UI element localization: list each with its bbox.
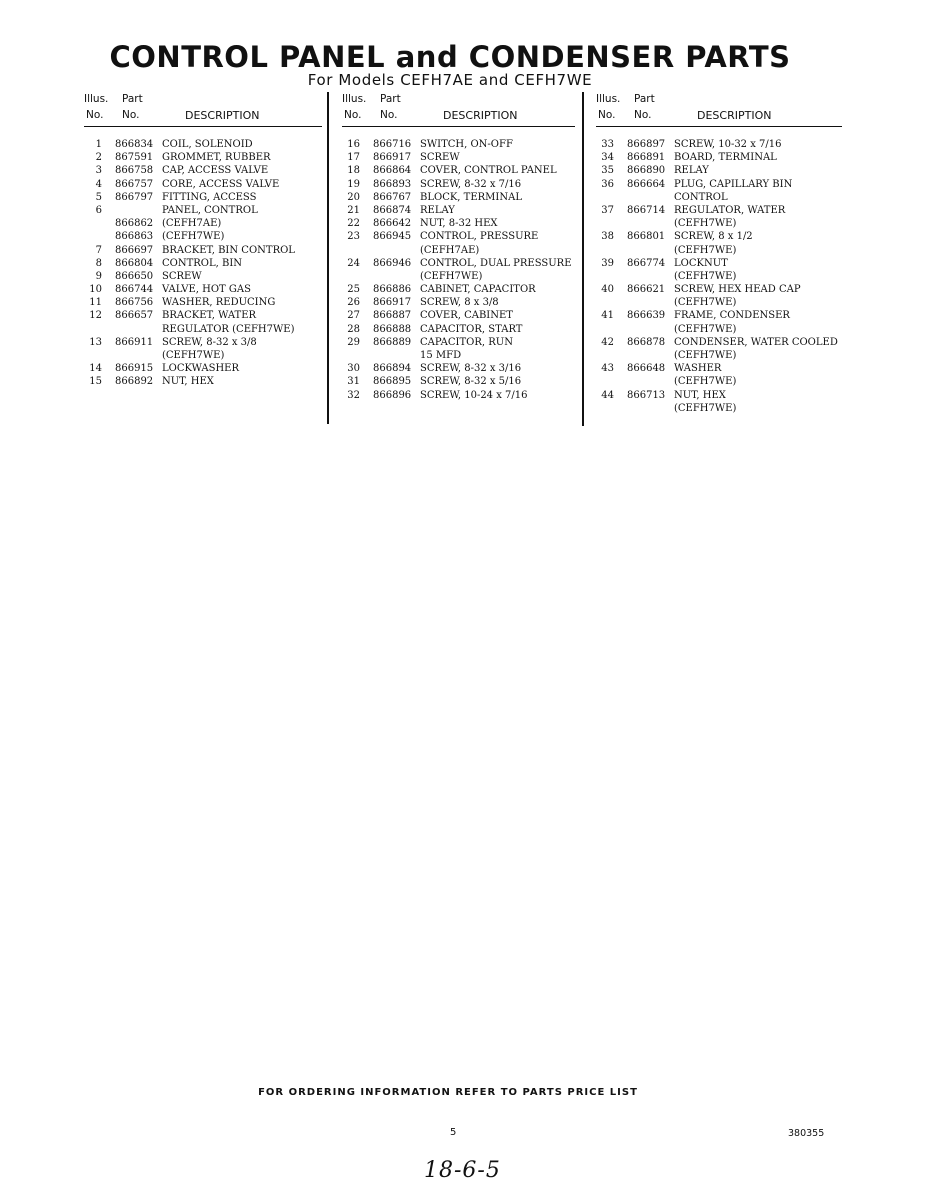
part-description: BRACKET, WATER [162, 310, 257, 322]
part-description: RELAY [674, 165, 709, 177]
part-row [84, 323, 322, 336]
illus-number: 25 [347, 284, 360, 296]
part-description: CONTROL, PRESSURE [420, 231, 539, 243]
part-description: SCREW, 10-24 x 7/16 [420, 389, 528, 401]
part-number: 866650 [115, 270, 154, 282]
part-description: NUT, HEX [674, 389, 726, 401]
part-description: (CEFH7WE) [674, 376, 737, 388]
parts-column-1 [84, 92, 322, 389]
header-illus-no: No. [86, 109, 104, 121]
part-row [342, 138, 575, 151]
part-description: SCREW, 8-32 x 3/8 [162, 336, 257, 348]
part-number: 866917 [373, 297, 412, 309]
illus-number: 31 [347, 376, 360, 388]
part-description: CAPACITOR, RUN [420, 336, 513, 348]
illus-number: 14 [89, 363, 102, 375]
part-description: SCREW, 8-32 x 5/16 [420, 376, 522, 388]
part-row [84, 375, 322, 388]
header-illus: Illus. [596, 93, 621, 105]
illus-number: 16 [347, 139, 360, 150]
part-number: 866890 [627, 165, 666, 177]
part-description: (CEFH7WE) [674, 350, 737, 361]
part-number: 866917 [373, 152, 412, 164]
part-number: 866713 [627, 389, 666, 401]
illus-number: 19 [347, 178, 360, 190]
part-description: CABINET, CAPACITOR [420, 284, 536, 296]
illus-number: 37 [601, 204, 614, 216]
part-description: CAPACITOR, START [420, 323, 523, 335]
part-description: LOCKNUT [674, 257, 728, 269]
part-number: 866757 [115, 178, 154, 190]
part-row [342, 178, 575, 191]
part-row [342, 270, 575, 283]
part-description: SCREW, 8 x 3/8 [420, 297, 499, 309]
part-description: SWITCH, ON-OFF [420, 139, 513, 150]
part-number: 866664 [627, 178, 666, 190]
part-row [342, 336, 575, 349]
part-row [84, 309, 322, 322]
part-description: (CEFH7AE) [162, 218, 222, 230]
part-description: SCREW, 10-32 x 7/16 [674, 139, 782, 150]
part-number: 866864 [373, 165, 412, 177]
part-number: 866758 [115, 165, 154, 177]
part-number: 866697 [115, 244, 154, 256]
part-description: SCREW [162, 270, 202, 282]
illus-number: 6 [95, 204, 102, 216]
part-description: FRAME, CONDENSER [674, 310, 790, 322]
part-row [84, 230, 322, 243]
handwritten-note: 18-6-5 [424, 1158, 501, 1183]
part-description: (CEFH7WE) [420, 270, 483, 282]
part-number: 866834 [115, 139, 154, 150]
header-illus: Illus. [342, 93, 367, 105]
part-description: FITTING, ACCESS [162, 191, 257, 203]
part-description: (CEFH7WE) [674, 323, 737, 335]
column-header [342, 92, 575, 128]
part-number: 866797 [115, 191, 154, 203]
part-description: SCREW, HEX HEAD CAP [674, 284, 801, 296]
illus-number: 9 [95, 270, 102, 282]
illus-number: 38 [601, 231, 614, 243]
part-description: CONTROL [674, 191, 728, 203]
column-divider [327, 92, 329, 424]
part-description: REGULATOR, WATER [674, 204, 786, 216]
part-description: CONDENSER, WATER COOLED [674, 336, 838, 348]
part-description: (CEFH7AE) [420, 244, 480, 256]
header-part-no: No. [634, 109, 652, 121]
column-divider [582, 92, 584, 426]
part-number: 866863 [115, 231, 154, 243]
part-row [342, 257, 575, 270]
part-number: 866862 [115, 218, 154, 230]
part-row [84, 283, 322, 296]
part-row [596, 349, 842, 362]
part-number: 866767 [373, 191, 412, 203]
part-row [84, 244, 322, 257]
part-description: PANEL, CONTROL [162, 204, 258, 216]
part-number: 866888 [373, 323, 412, 335]
part-row [596, 296, 842, 309]
illus-number: 3 [95, 165, 102, 177]
part-description: SCREW [420, 152, 460, 164]
header-rule [342, 126, 575, 127]
illus-number: 43 [601, 363, 614, 375]
part-row [596, 257, 842, 270]
part-row [596, 375, 842, 388]
header-part: Part [122, 93, 143, 105]
part-row [596, 402, 842, 415]
illus-number: 26 [347, 297, 360, 309]
ordering-note: FOR ORDERING INFORMATION REFER TO PARTS PRICE LIST [258, 1087, 638, 1098]
part-row [342, 164, 575, 177]
part-row [84, 257, 322, 270]
part-row [342, 349, 575, 362]
part-row [596, 323, 842, 336]
part-description: COIL, SOLENOID [162, 139, 253, 150]
part-row [596, 309, 842, 322]
illus-number: 20 [347, 191, 360, 203]
parts-column-3 [596, 92, 842, 415]
part-row [342, 362, 575, 375]
part-row [342, 375, 575, 388]
illus-number: 36 [601, 178, 614, 190]
part-row [596, 336, 842, 349]
illus-number: 24 [347, 257, 360, 269]
illus-number: 8 [95, 257, 102, 269]
part-description: SCREW, 8-32 x 3/16 [420, 363, 522, 375]
illus-number: 7 [95, 244, 102, 256]
header-description: DESCRIPTION [443, 109, 518, 122]
part-row [84, 191, 322, 204]
part-number: 866886 [373, 284, 412, 296]
illus-number: 10 [89, 284, 102, 296]
part-number: 866648 [627, 363, 666, 375]
header-part-no: No. [122, 109, 140, 121]
header-part-no: No. [380, 109, 398, 121]
illus-number: 33 [601, 139, 614, 150]
header-part: Part [380, 93, 401, 105]
part-row [84, 217, 322, 230]
part-number: 866801 [627, 231, 666, 243]
part-row [84, 336, 322, 349]
part-row [342, 230, 575, 243]
part-row [84, 164, 322, 177]
part-number: 866893 [373, 178, 412, 190]
header-description: DESCRIPTION [697, 109, 772, 122]
header-illus-no: No. [598, 109, 616, 121]
part-number: 866774 [627, 257, 666, 269]
part-description: BRACKET, BIN CONTROL [162, 244, 295, 256]
part-row [342, 204, 575, 217]
header-illus-no: No. [344, 109, 362, 121]
part-description: (CEFH7WE) [162, 350, 225, 361]
document-number: 380355 [788, 1128, 825, 1139]
part-row [84, 178, 322, 191]
part-number: 866874 [373, 204, 412, 216]
illus-number: 21 [347, 204, 360, 216]
part-description: LOCKWASHER [162, 363, 240, 375]
illus-number: 29 [347, 336, 360, 348]
part-row [596, 178, 842, 191]
part-description: REGULATOR (CEFH7WE) [162, 323, 295, 335]
illus-number: 18 [347, 165, 360, 177]
part-number: 866889 [373, 336, 412, 348]
column-header [84, 92, 322, 128]
part-row [596, 283, 842, 296]
part-number: 866892 [115, 376, 154, 388]
part-row [596, 191, 842, 204]
illus-number: 34 [601, 152, 614, 164]
parts-column-2 [342, 92, 575, 402]
column-header [596, 92, 842, 128]
illus-number: 13 [89, 336, 102, 348]
part-row [342, 283, 575, 296]
part-number: 866895 [373, 376, 412, 388]
part-number: 866756 [115, 297, 154, 309]
part-description: BLOCK, TERMINAL [420, 191, 522, 203]
illus-number: 23 [347, 231, 360, 243]
illus-number: 4 [95, 178, 102, 190]
illus-number: 27 [347, 310, 360, 322]
page-number: 5 [450, 1127, 457, 1138]
part-description: WASHER, REDUCING [162, 297, 276, 309]
part-description: WASHER [674, 363, 722, 375]
part-row [596, 270, 842, 283]
part-row [596, 389, 842, 402]
part-description: GROMMET, RUBBER [162, 152, 271, 164]
illus-number: 17 [347, 152, 360, 164]
part-row [342, 296, 575, 309]
parts-list [84, 138, 322, 389]
page-subtitle: For Models CEFH7AE and CEFH7WE [307, 71, 593, 89]
part-row [342, 151, 575, 164]
illus-number: 22 [347, 218, 360, 230]
part-row [84, 270, 322, 283]
part-description: CONTROL, DUAL PRESSURE [420, 257, 572, 269]
illus-number: 2 [95, 152, 102, 164]
part-number: 866714 [627, 204, 666, 216]
part-row [84, 204, 322, 217]
part-description: (CEFH7WE) [674, 218, 737, 230]
part-number: 866716 [373, 139, 412, 150]
parts-list [342, 138, 575, 402]
illus-number: 32 [347, 389, 360, 401]
illus-number: 44 [601, 389, 614, 401]
part-row [342, 191, 575, 204]
illus-number: 5 [95, 191, 102, 203]
part-description: NUT, 8-32 HEX [420, 218, 498, 230]
page-title: CONTROL PANEL and CONDENSER PARTS [109, 40, 791, 74]
illus-number: 1 [95, 139, 102, 150]
part-row [342, 244, 575, 257]
header-description: DESCRIPTION [185, 109, 260, 122]
part-number: 866896 [373, 389, 412, 401]
illus-number: 42 [601, 336, 614, 348]
part-row [596, 204, 842, 217]
part-row [84, 349, 322, 362]
part-description: (CEFH7WE) [674, 244, 737, 256]
part-description: (CEFH7WE) [674, 402, 737, 414]
part-number: 866804 [115, 257, 154, 269]
illus-number: 15 [89, 376, 102, 388]
part-row [84, 138, 322, 151]
illus-number: 39 [601, 257, 614, 269]
part-description: COVER, CABINET [420, 310, 513, 322]
part-number: 866642 [373, 218, 412, 230]
illus-number: 30 [347, 363, 360, 375]
part-number: 866915 [115, 363, 154, 375]
part-row [596, 151, 842, 164]
part-row [342, 323, 575, 336]
part-number: 866891 [627, 152, 666, 164]
part-row [596, 244, 842, 257]
part-row [84, 296, 322, 309]
header-illus: Illus. [84, 93, 109, 105]
part-row [596, 230, 842, 243]
part-description: SCREW, 8 x 1/2 [674, 231, 753, 243]
part-description: PLUG, CAPILLARY BIN [674, 178, 793, 190]
illus-number: 35 [601, 165, 614, 177]
part-number: 866657 [115, 310, 154, 322]
part-description: COVER, CONTROL PANEL [420, 165, 557, 177]
part-number: 866946 [373, 257, 412, 269]
part-row [596, 362, 842, 375]
illus-number: 28 [347, 323, 360, 335]
part-row [84, 151, 322, 164]
part-row [342, 217, 575, 230]
part-number: 866945 [373, 231, 412, 243]
part-row [342, 309, 575, 322]
part-row [596, 164, 842, 177]
part-description: SCREW, 8-32 x 7/16 [420, 178, 522, 190]
part-description: BOARD, TERMINAL [674, 152, 777, 164]
illus-number: 11 [89, 297, 102, 309]
part-number: 866878 [627, 336, 666, 348]
part-number: 866894 [373, 363, 412, 375]
part-row [596, 217, 842, 230]
part-number: 866911 [115, 336, 154, 348]
part-description: CORE, ACCESS VALVE [162, 178, 280, 190]
part-description: CAP, ACCESS VALVE [162, 165, 269, 177]
part-description: (CEFH7WE) [674, 270, 737, 282]
parts-list [596, 138, 842, 415]
illus-number: 12 [89, 310, 102, 322]
part-description: VALVE, HOT GAS [162, 284, 251, 296]
part-description: (CEFH7WE) [674, 297, 737, 309]
part-description: (CEFH7WE) [162, 231, 225, 243]
part-description: RELAY [420, 204, 455, 216]
header-part: Part [634, 93, 655, 105]
illus-number: 40 [601, 284, 614, 296]
part-row [342, 389, 575, 402]
part-number: 866621 [627, 284, 666, 296]
part-number: 867591 [115, 152, 154, 164]
part-description: NUT, HEX [162, 376, 214, 388]
part-row [84, 362, 322, 375]
part-number: 866744 [115, 284, 154, 296]
illus-number: 41 [601, 310, 614, 322]
header-rule [84, 126, 322, 127]
part-number: 866887 [373, 310, 412, 322]
part-description: 15 MFD [420, 350, 462, 361]
part-number: 866897 [627, 139, 666, 150]
header-rule [596, 126, 842, 127]
part-row [596, 138, 842, 151]
part-number: 866639 [627, 310, 666, 322]
part-description: CONTROL, BIN [162, 257, 243, 269]
